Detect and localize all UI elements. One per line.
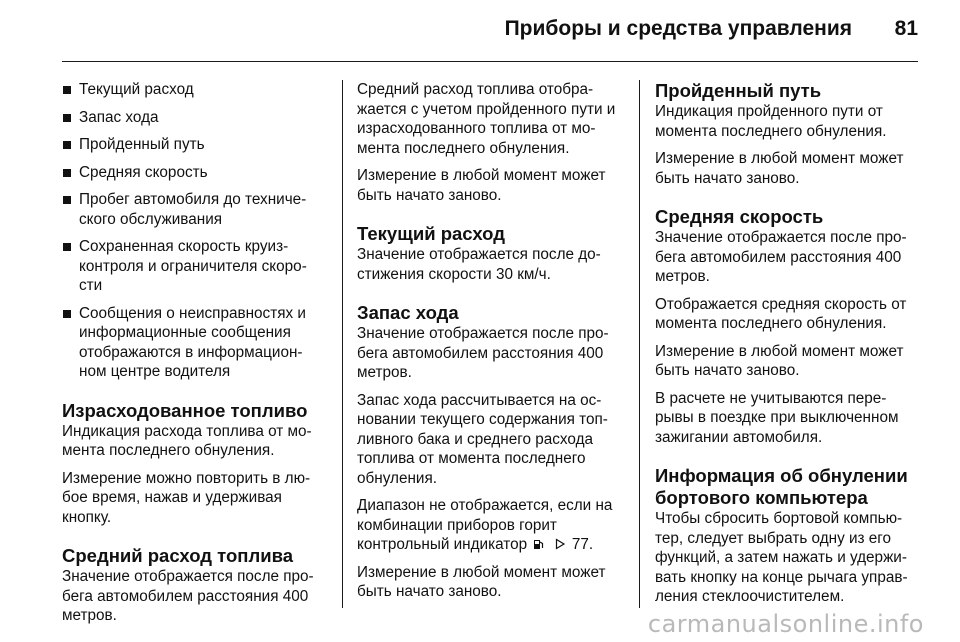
column-1 xyxy=(62,80,326,634)
section-heading: Израсходованное топливо xyxy=(62,399,308,421)
paragraph: Измерение в любой момент может быть начато заново. xyxy=(655,342,904,379)
paragraph: Измерение в любой момент может быть начато заново. xyxy=(357,167,606,204)
display-functions-list xyxy=(62,80,326,382)
list-item: Средняя скорость xyxy=(62,163,326,183)
section-fuel-used xyxy=(62,400,326,528)
paragraph: В расчете не учитываются пере-рывы в поездке при выключенном зажигании автомобиля. xyxy=(655,389,899,446)
section-heading: Средний расход топлива xyxy=(62,545,293,566)
section-current-consumption xyxy=(357,223,623,284)
section-trip-computer-reset xyxy=(655,465,923,607)
paragraph: Значение отображается после про-бега автомобилем расстояния 400 метров. xyxy=(62,568,314,624)
paragraph: Чтобы сбросить бортовой компью-тер, следует выбрать одну из его функций, а затем нажать и удержи-вать кнопку на конце рычага управ-ления стеклоочистителем. xyxy=(655,510,908,605)
page-reference-arrow-icon xyxy=(554,538,566,550)
section-heading: Средняя скорость xyxy=(655,206,824,227)
paragraph: Измерение в любой момент может быть начато заново. xyxy=(655,150,904,187)
page-number: 81 xyxy=(894,17,918,40)
column-3 xyxy=(655,80,923,615)
paragraph: Индикация пройденного пути от момента последнего обнуления. xyxy=(655,103,887,140)
section-average-consumption xyxy=(62,545,326,626)
paragraph: Значение отображается после про-бега автомобилем расстояния 400 метров. xyxy=(357,325,609,381)
reference-text: Диапазон не отображается, если на комбинации приборов горит контрольный индикатор xyxy=(357,497,613,553)
section-range xyxy=(357,302,623,602)
column-2 xyxy=(357,80,623,610)
page-header-title: Приборы и средства управления xyxy=(504,17,852,40)
paragraph: Средний расход топлива отобра-жается с учетом пройденного пути и израсходованного топлива от мо-мента последнего обнуления. xyxy=(357,81,616,157)
section-average-speed xyxy=(655,206,923,447)
paragraph: Измерение в любой момент может быть начато заново. xyxy=(357,563,606,600)
section-heading: Пройденный путь xyxy=(655,80,822,101)
list-item: Сообщения о неисправностях и информационные сообщения отображаются в информацион-ном центре водителя xyxy=(62,304,326,382)
paragraph-with-reference xyxy=(357,496,623,555)
column-divider-1 xyxy=(342,80,343,608)
list-item: Сохраненная скорость круиз-контроля и ограничителя скоро-сти xyxy=(62,237,326,296)
paragraph: Запас хода рассчитывается на ос-новании текущего содержания топ-ливного бака и среднего расхода топлива от момента последнего обнуления. xyxy=(357,391,608,487)
list-item: Текущий расход xyxy=(62,80,326,100)
list-item: Пройденный путь xyxy=(62,135,326,155)
list-item: Запас хода xyxy=(62,108,326,128)
paragraph: Индикация расхода топлива от мо-мента последнего обнуления. xyxy=(62,422,312,459)
column-divider-2 xyxy=(639,80,640,608)
paragraph: Отображается средняя скорость от момента последнего обнуления. xyxy=(655,295,907,332)
reference-page[interactable]: 77. xyxy=(571,536,594,553)
header-divider xyxy=(62,61,918,62)
fuel-pump-icon xyxy=(533,538,545,550)
section-heading: Текущий расход xyxy=(357,223,505,244)
list-item: Пробег автомобиля до техниче-ского обслуживания xyxy=(62,190,326,229)
watermark: carmanualsonline.info xyxy=(647,610,924,638)
section-heading: Запас хода xyxy=(357,302,459,323)
paragraph: Значение отображается после про-бега автомобилем расстояния 400 метров. xyxy=(655,229,907,285)
paragraph: Значение отображается после до-стижения скорости 30 км/ч. xyxy=(357,246,601,283)
section-heading: Информация об обнулении бортового компьютера xyxy=(655,465,908,508)
section-distance xyxy=(655,80,923,188)
paragraph: Измерение можно повторить в лю-бое время, нажав и удерживая кнопку. xyxy=(62,469,311,526)
